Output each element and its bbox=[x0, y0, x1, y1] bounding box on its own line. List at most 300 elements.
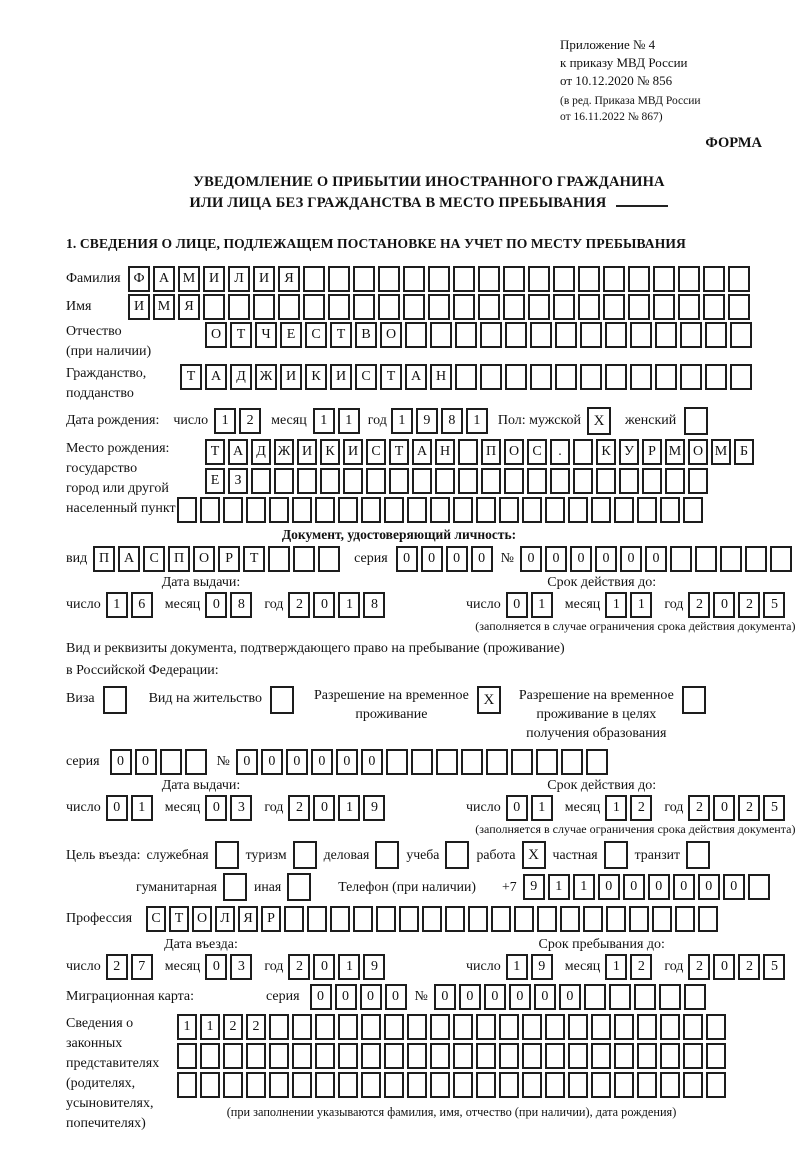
char-box[interactable]: 2 bbox=[288, 592, 310, 618]
purpose-private-checkbox[interactable] bbox=[604, 841, 628, 869]
char-box[interactable] bbox=[384, 1043, 404, 1069]
char-box[interactable]: М bbox=[665, 439, 685, 465]
char-box[interactable]: Н bbox=[435, 439, 455, 465]
temp-residence-edu-checkbox[interactable] bbox=[682, 686, 706, 714]
char-box[interactable] bbox=[522, 1072, 542, 1098]
char-box[interactable] bbox=[511, 749, 533, 775]
char-box[interactable] bbox=[568, 1014, 588, 1040]
char-box[interactable] bbox=[491, 906, 511, 932]
char-box[interactable] bbox=[407, 497, 427, 523]
char-box[interactable] bbox=[251, 468, 271, 494]
char-box[interactable]: Т bbox=[230, 322, 252, 348]
char-box[interactable] bbox=[297, 468, 317, 494]
char-box[interactable]: 9 bbox=[363, 954, 385, 980]
title-blank-line[interactable] bbox=[616, 193, 668, 207]
char-box[interactable] bbox=[292, 1072, 312, 1098]
char-box[interactable] bbox=[445, 906, 465, 932]
char-box[interactable] bbox=[428, 294, 450, 320]
char-box[interactable] bbox=[655, 322, 677, 348]
char-box[interactable]: Я bbox=[178, 294, 200, 320]
char-box[interactable] bbox=[499, 1014, 519, 1040]
char-box[interactable] bbox=[223, 497, 243, 523]
char-box[interactable]: 1 bbox=[131, 795, 153, 821]
char-box[interactable]: 0 bbox=[534, 984, 556, 1010]
char-box[interactable] bbox=[458, 468, 478, 494]
char-box[interactable] bbox=[720, 546, 742, 572]
char-box[interactable] bbox=[706, 1043, 726, 1069]
char-box[interactable] bbox=[619, 468, 639, 494]
char-box[interactable]: 0 bbox=[595, 546, 617, 572]
char-box[interactable] bbox=[269, 1072, 289, 1098]
char-box[interactable] bbox=[628, 266, 650, 292]
char-box[interactable] bbox=[630, 322, 652, 348]
char-box[interactable] bbox=[366, 468, 386, 494]
char-box[interactable] bbox=[605, 364, 627, 390]
char-box[interactable]: И bbox=[203, 266, 225, 292]
char-box[interactable] bbox=[293, 546, 315, 572]
char-box[interactable] bbox=[605, 322, 627, 348]
char-box[interactable] bbox=[430, 322, 452, 348]
char-box[interactable]: 9 bbox=[416, 408, 438, 434]
char-box[interactable] bbox=[160, 749, 182, 775]
char-box[interactable] bbox=[246, 1043, 266, 1069]
char-box[interactable] bbox=[338, 1014, 358, 1040]
char-box[interactable]: 0 bbox=[205, 592, 227, 618]
char-box[interactable]: С bbox=[143, 546, 165, 572]
char-box[interactable] bbox=[412, 468, 432, 494]
char-box[interactable] bbox=[177, 1043, 197, 1069]
char-box[interactable] bbox=[361, 1014, 381, 1040]
char-box[interactable] bbox=[770, 546, 792, 572]
char-box[interactable] bbox=[458, 439, 478, 465]
char-box[interactable]: 0 bbox=[313, 592, 335, 618]
purpose-work-checkbox[interactable]: X bbox=[522, 841, 546, 869]
char-box[interactable]: 1 bbox=[338, 408, 360, 434]
char-box[interactable] bbox=[536, 749, 558, 775]
char-box[interactable] bbox=[328, 294, 350, 320]
char-box[interactable]: 0 bbox=[336, 749, 358, 775]
char-box[interactable]: О bbox=[205, 322, 227, 348]
char-box[interactable]: 2 bbox=[688, 954, 710, 980]
char-box[interactable]: 8 bbox=[363, 592, 385, 618]
char-box[interactable] bbox=[568, 1043, 588, 1069]
temp-residence-checkbox[interactable]: X bbox=[477, 686, 501, 714]
visa-checkbox[interactable] bbox=[103, 686, 127, 714]
char-box[interactable] bbox=[338, 1043, 358, 1069]
char-box[interactable]: 0 bbox=[623, 874, 645, 900]
char-box[interactable]: И bbox=[280, 364, 302, 390]
char-box[interactable]: А bbox=[405, 364, 427, 390]
char-box[interactable] bbox=[411, 749, 433, 775]
char-box[interactable] bbox=[684, 984, 706, 1010]
char-box[interactable]: Т bbox=[169, 906, 189, 932]
char-box[interactable] bbox=[634, 984, 656, 1010]
char-box[interactable]: П bbox=[168, 546, 190, 572]
char-box[interactable]: 2 bbox=[738, 795, 760, 821]
char-box[interactable] bbox=[376, 906, 396, 932]
char-box[interactable] bbox=[555, 364, 577, 390]
char-box[interactable] bbox=[284, 906, 304, 932]
char-box[interactable]: 0 bbox=[459, 984, 481, 1010]
char-box[interactable] bbox=[706, 1072, 726, 1098]
char-box[interactable]: 0 bbox=[509, 984, 531, 1010]
char-box[interactable] bbox=[453, 1072, 473, 1098]
char-box[interactable] bbox=[680, 364, 702, 390]
char-box[interactable]: 1 bbox=[531, 592, 553, 618]
char-box[interactable]: Р bbox=[642, 439, 662, 465]
char-box[interactable] bbox=[614, 1072, 634, 1098]
char-box[interactable]: 1 bbox=[466, 408, 488, 434]
char-box[interactable]: А bbox=[153, 266, 175, 292]
char-box[interactable] bbox=[730, 322, 752, 348]
char-box[interactable]: 0 bbox=[570, 546, 592, 572]
char-box[interactable] bbox=[461, 749, 483, 775]
char-box[interactable] bbox=[499, 1072, 519, 1098]
char-box[interactable] bbox=[614, 1014, 634, 1040]
char-box[interactable] bbox=[659, 984, 681, 1010]
char-box[interactable] bbox=[591, 1014, 611, 1040]
char-box[interactable] bbox=[683, 497, 703, 523]
char-box[interactable] bbox=[660, 1043, 680, 1069]
char-box[interactable] bbox=[596, 468, 616, 494]
char-box[interactable] bbox=[292, 1014, 312, 1040]
char-box[interactable] bbox=[330, 906, 350, 932]
char-box[interactable]: Т bbox=[243, 546, 265, 572]
char-box[interactable]: Т bbox=[389, 439, 409, 465]
char-box[interactable] bbox=[680, 322, 702, 348]
char-box[interactable] bbox=[503, 266, 525, 292]
char-box[interactable] bbox=[580, 364, 602, 390]
char-box[interactable]: 2 bbox=[239, 408, 261, 434]
char-box[interactable]: Ж bbox=[274, 439, 294, 465]
char-box[interactable] bbox=[637, 497, 657, 523]
char-box[interactable]: О bbox=[192, 906, 212, 932]
char-box[interactable] bbox=[436, 749, 458, 775]
char-box[interactable]: 1 bbox=[338, 592, 360, 618]
char-box[interactable] bbox=[476, 1043, 496, 1069]
char-box[interactable] bbox=[476, 497, 496, 523]
char-box[interactable] bbox=[476, 1072, 496, 1098]
char-box[interactable] bbox=[399, 906, 419, 932]
char-box[interactable] bbox=[486, 749, 508, 775]
purpose-official-checkbox[interactable] bbox=[215, 841, 239, 869]
char-box[interactable] bbox=[537, 906, 557, 932]
char-box[interactable] bbox=[328, 266, 350, 292]
char-box[interactable] bbox=[343, 468, 363, 494]
char-box[interactable]: 0 bbox=[673, 874, 695, 900]
char-box[interactable] bbox=[522, 1014, 542, 1040]
char-box[interactable]: Б bbox=[734, 439, 754, 465]
char-box[interactable]: 8 bbox=[230, 592, 252, 618]
char-box[interactable]: 0 bbox=[559, 984, 581, 1010]
char-box[interactable] bbox=[481, 468, 501, 494]
residence-permit-checkbox[interactable] bbox=[270, 686, 294, 714]
char-box[interactable] bbox=[292, 1043, 312, 1069]
char-box[interactable] bbox=[637, 1014, 657, 1040]
char-box[interactable] bbox=[530, 322, 552, 348]
char-box[interactable] bbox=[468, 906, 488, 932]
char-box[interactable]: 2 bbox=[246, 1014, 266, 1040]
char-box[interactable]: 0 bbox=[360, 984, 382, 1010]
char-box[interactable]: Я bbox=[278, 266, 300, 292]
char-box[interactable]: П bbox=[481, 439, 501, 465]
char-box[interactable]: Е bbox=[280, 322, 302, 348]
char-box[interactable] bbox=[528, 266, 550, 292]
char-box[interactable] bbox=[578, 294, 600, 320]
char-box[interactable]: 0 bbox=[713, 592, 735, 618]
char-box[interactable]: 9 bbox=[363, 795, 385, 821]
char-box[interactable] bbox=[678, 266, 700, 292]
char-box[interactable] bbox=[591, 1072, 611, 1098]
char-box[interactable]: О bbox=[380, 322, 402, 348]
char-box[interactable] bbox=[338, 497, 358, 523]
char-box[interactable] bbox=[386, 749, 408, 775]
char-box[interactable] bbox=[695, 546, 717, 572]
char-box[interactable] bbox=[703, 294, 725, 320]
char-box[interactable] bbox=[561, 749, 583, 775]
char-box[interactable]: 2 bbox=[738, 592, 760, 618]
char-box[interactable] bbox=[706, 1014, 726, 1040]
char-box[interactable]: 0 bbox=[598, 874, 620, 900]
char-box[interactable]: 1 bbox=[177, 1014, 197, 1040]
char-box[interactable] bbox=[705, 364, 727, 390]
char-box[interactable]: С bbox=[355, 364, 377, 390]
char-box[interactable] bbox=[384, 1072, 404, 1098]
char-box[interactable] bbox=[430, 1043, 450, 1069]
char-box[interactable] bbox=[480, 364, 502, 390]
char-box[interactable] bbox=[730, 364, 752, 390]
char-box[interactable]: 5 bbox=[763, 795, 785, 821]
char-box[interactable]: 9 bbox=[523, 874, 545, 900]
char-box[interactable] bbox=[527, 468, 547, 494]
char-box[interactable] bbox=[246, 1072, 266, 1098]
char-box[interactable]: 2 bbox=[738, 954, 760, 980]
char-box[interactable] bbox=[430, 1014, 450, 1040]
char-box[interactable]: А bbox=[412, 439, 432, 465]
char-box[interactable]: С bbox=[366, 439, 386, 465]
char-box[interactable]: 0 bbox=[135, 749, 157, 775]
char-box[interactable] bbox=[315, 1043, 335, 1069]
char-box[interactable] bbox=[228, 294, 250, 320]
char-box[interactable]: 1 bbox=[630, 592, 652, 618]
char-box[interactable]: 0 bbox=[310, 984, 332, 1010]
char-box[interactable] bbox=[675, 906, 695, 932]
char-box[interactable] bbox=[660, 1014, 680, 1040]
char-box[interactable] bbox=[307, 906, 327, 932]
char-box[interactable]: 0 bbox=[471, 546, 493, 572]
purpose-transit-checkbox[interactable] bbox=[686, 841, 710, 869]
char-box[interactable] bbox=[545, 1072, 565, 1098]
char-box[interactable] bbox=[320, 468, 340, 494]
char-box[interactable]: В bbox=[355, 322, 377, 348]
char-box[interactable] bbox=[268, 546, 290, 572]
char-box[interactable] bbox=[422, 906, 442, 932]
char-box[interactable] bbox=[361, 497, 381, 523]
char-box[interactable] bbox=[455, 364, 477, 390]
char-box[interactable] bbox=[253, 294, 275, 320]
char-box[interactable] bbox=[315, 497, 335, 523]
char-box[interactable] bbox=[628, 294, 650, 320]
char-box[interactable] bbox=[478, 266, 500, 292]
char-box[interactable] bbox=[505, 364, 527, 390]
char-box[interactable]: 0 bbox=[205, 954, 227, 980]
char-box[interactable] bbox=[278, 294, 300, 320]
char-box[interactable] bbox=[637, 1043, 657, 1069]
char-box[interactable]: . bbox=[550, 439, 570, 465]
char-box[interactable] bbox=[403, 266, 425, 292]
char-box[interactable]: 5 bbox=[763, 592, 785, 618]
char-box[interactable] bbox=[660, 497, 680, 523]
char-box[interactable]: 1 bbox=[548, 874, 570, 900]
char-box[interactable] bbox=[274, 468, 294, 494]
char-box[interactable]: О bbox=[193, 546, 215, 572]
char-box[interactable]: 1 bbox=[338, 954, 360, 980]
char-box[interactable] bbox=[378, 294, 400, 320]
char-box[interactable]: Е bbox=[205, 468, 225, 494]
char-box[interactable] bbox=[555, 322, 577, 348]
char-box[interactable]: 0 bbox=[236, 749, 258, 775]
char-box[interactable] bbox=[584, 984, 606, 1010]
char-box[interactable]: М bbox=[178, 266, 200, 292]
char-box[interactable] bbox=[246, 497, 266, 523]
char-box[interactable] bbox=[453, 1043, 473, 1069]
char-box[interactable] bbox=[653, 294, 675, 320]
char-box[interactable] bbox=[583, 906, 603, 932]
char-box[interactable]: 0 bbox=[723, 874, 745, 900]
char-box[interactable] bbox=[703, 266, 725, 292]
char-box[interactable]: Н bbox=[430, 364, 452, 390]
char-box[interactable] bbox=[698, 906, 718, 932]
char-box[interactable] bbox=[614, 497, 634, 523]
char-box[interactable] bbox=[378, 266, 400, 292]
char-box[interactable] bbox=[603, 266, 625, 292]
char-box[interactable] bbox=[269, 497, 289, 523]
char-box[interactable]: И bbox=[253, 266, 275, 292]
char-box[interactable] bbox=[403, 294, 425, 320]
char-box[interactable] bbox=[573, 468, 593, 494]
char-box[interactable] bbox=[630, 364, 652, 390]
char-box[interactable] bbox=[203, 294, 225, 320]
char-box[interactable]: А bbox=[228, 439, 248, 465]
char-box[interactable]: 0 bbox=[545, 546, 567, 572]
char-box[interactable] bbox=[480, 322, 502, 348]
char-box[interactable] bbox=[361, 1072, 381, 1098]
char-box[interactable]: 3 bbox=[230, 954, 252, 980]
char-box[interactable] bbox=[591, 497, 611, 523]
char-box[interactable]: 0 bbox=[713, 954, 735, 980]
char-box[interactable]: 0 bbox=[311, 749, 333, 775]
char-box[interactable]: 1 bbox=[531, 795, 553, 821]
char-box[interactable] bbox=[407, 1072, 427, 1098]
char-box[interactable] bbox=[642, 468, 662, 494]
char-box[interactable] bbox=[629, 906, 649, 932]
char-box[interactable]: Л bbox=[228, 266, 250, 292]
char-box[interactable] bbox=[303, 294, 325, 320]
char-box[interactable]: И bbox=[297, 439, 317, 465]
char-box[interactable] bbox=[568, 1072, 588, 1098]
char-box[interactable] bbox=[200, 497, 220, 523]
char-box[interactable] bbox=[670, 546, 692, 572]
char-box[interactable]: 1 bbox=[605, 592, 627, 618]
char-box[interactable]: 0 bbox=[110, 749, 132, 775]
char-box[interactable]: К bbox=[305, 364, 327, 390]
char-box[interactable] bbox=[185, 749, 207, 775]
char-box[interactable]: 0 bbox=[698, 874, 720, 900]
char-box[interactable] bbox=[728, 266, 750, 292]
char-box[interactable]: 0 bbox=[484, 984, 506, 1010]
char-box[interactable] bbox=[573, 439, 593, 465]
char-box[interactable] bbox=[177, 497, 197, 523]
char-box[interactable] bbox=[553, 266, 575, 292]
char-box[interactable]: Т bbox=[205, 439, 225, 465]
char-box[interactable] bbox=[591, 1043, 611, 1069]
char-box[interactable] bbox=[603, 294, 625, 320]
char-box[interactable] bbox=[748, 874, 770, 900]
char-box[interactable] bbox=[545, 497, 565, 523]
char-box[interactable]: О bbox=[688, 439, 708, 465]
char-box[interactable] bbox=[637, 1072, 657, 1098]
char-box[interactable] bbox=[560, 906, 580, 932]
char-box[interactable]: А bbox=[205, 364, 227, 390]
gender-female-checkbox[interactable] bbox=[684, 407, 708, 435]
char-box[interactable]: Р bbox=[261, 906, 281, 932]
char-box[interactable] bbox=[315, 1014, 335, 1040]
char-box[interactable] bbox=[514, 906, 534, 932]
char-box[interactable] bbox=[678, 294, 700, 320]
char-box[interactable]: Т bbox=[330, 322, 352, 348]
char-box[interactable]: 1 bbox=[200, 1014, 220, 1040]
char-box[interactable]: Р bbox=[218, 546, 240, 572]
char-box[interactable] bbox=[407, 1014, 427, 1040]
char-box[interactable]: 1 bbox=[106, 592, 128, 618]
char-box[interactable] bbox=[652, 906, 672, 932]
char-box[interactable] bbox=[430, 1072, 450, 1098]
char-box[interactable]: 3 bbox=[230, 795, 252, 821]
char-box[interactable]: Ж bbox=[255, 364, 277, 390]
char-box[interactable]: У bbox=[619, 439, 639, 465]
char-box[interactable]: 7 bbox=[131, 954, 153, 980]
char-box[interactable]: 2 bbox=[630, 795, 652, 821]
char-box[interactable] bbox=[522, 1043, 542, 1069]
char-box[interactable] bbox=[269, 1043, 289, 1069]
char-box[interactable] bbox=[578, 266, 600, 292]
char-box[interactable] bbox=[504, 468, 524, 494]
char-box[interactable]: 9 bbox=[531, 954, 553, 980]
purpose-humanitarian-checkbox[interactable] bbox=[223, 873, 247, 901]
char-box[interactable] bbox=[705, 322, 727, 348]
char-box[interactable] bbox=[315, 1072, 335, 1098]
char-box[interactable] bbox=[361, 1043, 381, 1069]
char-box[interactable]: 0 bbox=[361, 749, 383, 775]
char-box[interactable]: С bbox=[527, 439, 547, 465]
char-box[interactable]: Д bbox=[251, 439, 271, 465]
char-box[interactable] bbox=[688, 468, 708, 494]
char-box[interactable]: 0 bbox=[261, 749, 283, 775]
char-box[interactable]: 0 bbox=[645, 546, 667, 572]
char-box[interactable]: 0 bbox=[335, 984, 357, 1010]
char-box[interactable]: 0 bbox=[385, 984, 407, 1010]
char-box[interactable] bbox=[553, 294, 575, 320]
char-box[interactable] bbox=[384, 497, 404, 523]
char-box[interactable]: 6 bbox=[131, 592, 153, 618]
char-box[interactable] bbox=[550, 468, 570, 494]
char-box[interactable]: К bbox=[596, 439, 616, 465]
char-box[interactable]: 2 bbox=[288, 795, 310, 821]
char-box[interactable]: С bbox=[305, 322, 327, 348]
char-box[interactable]: 0 bbox=[620, 546, 642, 572]
char-box[interactable] bbox=[200, 1072, 220, 1098]
char-box[interactable]: 0 bbox=[313, 795, 335, 821]
